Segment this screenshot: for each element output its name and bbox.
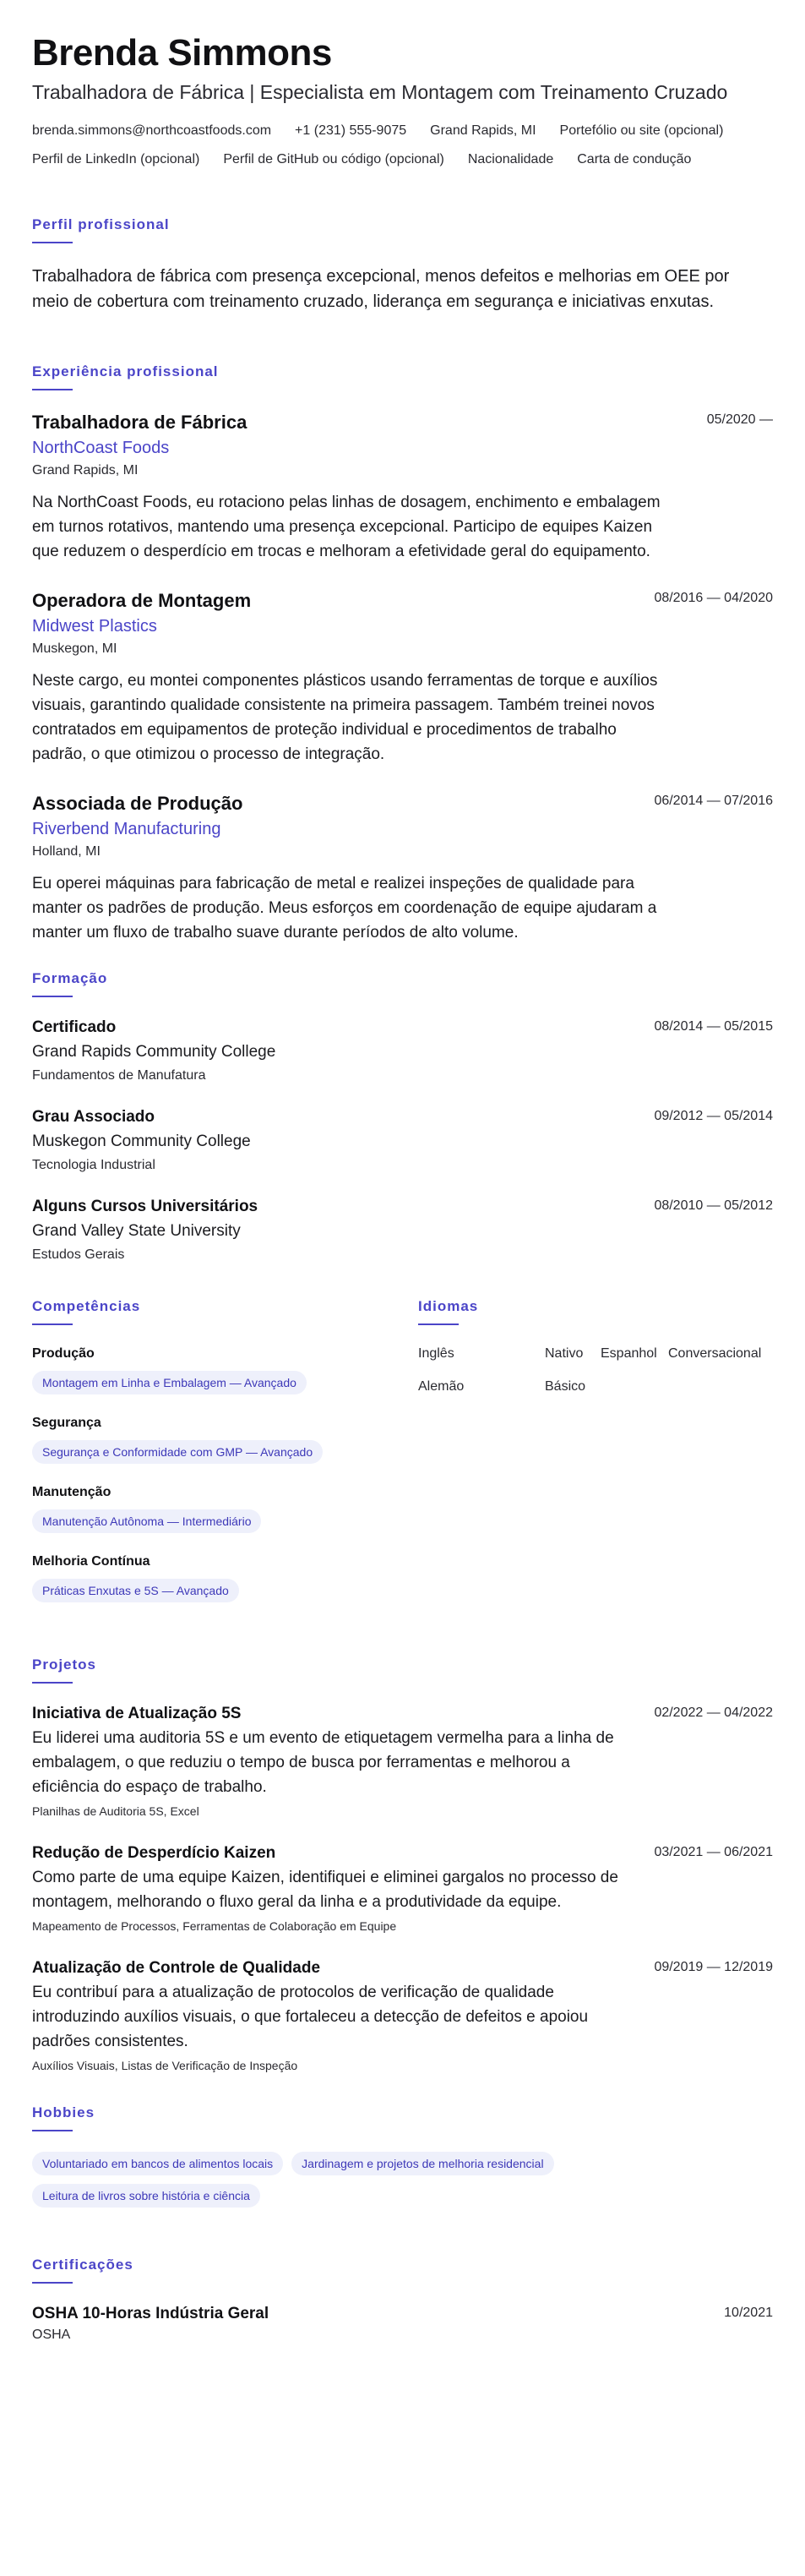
school-name: Grand Rapids Community College [32, 1043, 276, 1061]
degree-name: Certificado [32, 1018, 117, 1036]
project-tools: Mapeamento de Processos, Ferramentas de Colaboração em Equipe [32, 1919, 397, 1933]
skill-pill: Montagem em Linha e Embalagem — Avançado [32, 1371, 307, 1394]
certifications-section [32, 2257, 773, 2344]
project-entry [32, 1704, 773, 1820]
skills-list [32, 1345, 418, 1602]
project-entry [32, 1843, 773, 1935]
language-row [418, 1378, 773, 1395]
skill-category: Manutenção [32, 1485, 112, 1499]
project-title: Atualização de Controle de Qualidade [32, 1959, 321, 1977]
certifications-list [32, 2304, 773, 2344]
candidate-name: Brenda Simmons [32, 32, 332, 74]
section-divider [32, 389, 73, 390]
contact-linkedin[interactable]: Perfil de LinkedIn (opcional) [32, 152, 200, 166]
study-field: Fundamentos de Manufatura [32, 1068, 206, 1083]
education-dates: 09/2012 — 05/2014 [654, 1109, 773, 1123]
languages-list [418, 1345, 773, 1395]
experience-section [32, 363, 773, 945]
degree-name: Grau Associado [32, 1108, 155, 1126]
experience-entry [32, 411, 773, 564]
project-description: Eu liderei uma auditoria 5S e um evento de etiquetagem vermelha para a linha de embalagem, o que reduziu o tempo de busca por ferramentas e melhorou a eficiência do espaço de trabalho. [32, 1729, 614, 1796]
skill-category: Segurança [32, 1416, 101, 1430]
job-location: Muskegon, MI [32, 641, 117, 656]
section-divider [418, 1323, 459, 1325]
skills-section [32, 1298, 418, 1623]
section-divider [32, 1323, 73, 1325]
job-description: Neste cargo, eu montei componentes plásticos usando ferramentas de torque e auxílios visuais, garantindo qualidade consistente na primeira passagem. Também treinei novos contratados em equipamentos de proteção individual e procedimentos de trabalho padrão, o que otimizou o processo de integração. [32, 672, 658, 763]
job-title: Operadora de Montagem [32, 590, 252, 611]
job-dates: 05/2020 — [706, 412, 773, 427]
languages-section [418, 1298, 773, 1623]
section-title: Competências [32, 1298, 141, 1314]
section-title: Formação [32, 970, 108, 986]
skill-pill: Práticas Enxutas e 5S — Avançado [32, 1579, 239, 1602]
section-divider [32, 996, 73, 997]
skill-pill: Segurança e Conformidade com GMP — Avançado [32, 1440, 323, 1464]
skill-group [32, 1415, 418, 1464]
project-description: Eu contribuí para a atualização de protocolos de verificação de qualidade introduzindo auxílios visuais, o que fortaleceu a detecção de defeitos e apoiou padrões consistentes. [32, 1984, 589, 2050]
degree-name: Alguns Cursos Universitários [32, 1198, 258, 1215]
project-tools: Auxílios Visuais, Listas de Verificação de Inspeção [32, 2059, 298, 2072]
language-row [418, 1345, 773, 1362]
resume-header [32, 32, 773, 167]
section-divider [32, 242, 73, 243]
language-level: Básico [545, 1379, 586, 1394]
experience-entry [32, 589, 773, 767]
certification-date: 10/2021 [724, 2306, 773, 2320]
project-title: Iniciativa de Atualização 5S [32, 1705, 242, 1722]
job-title: Trabalhadora de Fábrica [32, 412, 247, 433]
contact-list [32, 123, 773, 167]
education-entry [32, 1018, 773, 1085]
language-name: Inglês [418, 1346, 454, 1361]
study-field: Estudos Gerais [32, 1247, 125, 1262]
job-location: Holland, MI [32, 844, 101, 859]
job-dates: 08/2016 — 04/2020 [654, 591, 773, 605]
job-dates: 06/2014 — 07/2016 [654, 794, 773, 808]
education-section [32, 970, 773, 1264]
hobby-pill: Voluntariado em bancos de alimentos locais [32, 2152, 283, 2175]
project-title: Redução de Desperdício Kaizen [32, 1844, 276, 1862]
job-description: Na NorthCoast Foods, eu rotaciono pelas linhas de dosagem, enchimento e embalagem em turnos rotativos, mantendo uma presença excepcional. Participo de equipes Kaizen que reduzem o desperdício em trocas e melhoram a efetividade geral do equipamento. [32, 494, 661, 560]
skill-category: Melhoria Contínua [32, 1554, 150, 1569]
section-divider [32, 2130, 73, 2131]
project-entry [32, 1958, 773, 2074]
contact-driving-license: Carta de condução [577, 152, 692, 166]
skill-category: Produção [32, 1346, 95, 1361]
company-name: Riverbend Manufacturing [32, 820, 221, 838]
language-level: Conversacional [668, 1346, 762, 1361]
language-name: Alemão [418, 1379, 465, 1394]
education-entry [32, 1197, 773, 1264]
contact-phone[interactable]: +1 (231) 555-9075 [295, 123, 407, 138]
projects-list [32, 1704, 773, 2074]
certification-issuer: OSHA [32, 2328, 71, 2342]
summary-text: Trabalhadora de fábrica com presença excepcional, menos defeitos e melhorias em OEE por meio de cobertura com treinamento cruzado, liderança em segurança e iniciativas enxutas. [32, 267, 730, 311]
contact-location: Grand Rapids, MI [430, 123, 536, 138]
summary-section [32, 216, 773, 314]
job-location: Grand Rapids, MI [32, 463, 139, 478]
hobbies-list [32, 2152, 640, 2216]
study-field: Tecnologia Industrial [32, 1158, 155, 1172]
education-dates: 08/2010 — 05/2012 [654, 1198, 773, 1213]
education-dates: 08/2014 — 05/2015 [654, 1019, 773, 1034]
hobbies-section [32, 2104, 773, 2216]
project-description: Como parte de uma equipe Kaizen, identifiquei e eliminei gargalos no processo de montagem, melhorando o fluxo geral da linha e a produtividade da equipe. [32, 1869, 618, 1911]
candidate-headline: Trabalhadora de Fábrica | Especialista em Montagem com Treinamento Cruzado [32, 81, 728, 103]
school-name: Muskegon Community College [32, 1132, 251, 1150]
school-name: Grand Valley State University [32, 1222, 241, 1240]
certification-name: OSHA 10-Horas Indústria Geral [32, 2305, 269, 2322]
job-description: Eu operei máquinas para fabricação de metal e realizei inspeções de qualidade para manter os padrões de produção. Meus esforços em coordenação de equipe ajudaram a manter um fluxo de trabalho suave durante períodos de alto volume. [32, 875, 657, 941]
language-name: Espanhol [601, 1346, 657, 1361]
language-level: Nativo [545, 1346, 584, 1361]
project-dates: 02/2022 — 04/2022 [654, 1706, 773, 1720]
section-title: Experiência profissional [32, 363, 219, 379]
project-tools: Planilhas de Auditoria 5S, Excel [32, 1804, 199, 1818]
experience-entry [32, 792, 773, 945]
section-title: Hobbies [32, 2104, 95, 2120]
certification-entry [32, 2304, 773, 2344]
skill-pill: Manutenção Autônoma — Intermediário [32, 1509, 261, 1533]
skills-languages-row [32, 1298, 773, 1623]
skill-group [32, 1553, 418, 1602]
section-title: Certificações [32, 2257, 133, 2273]
project-dates: 03/2021 — 06/2021 [654, 1845, 773, 1859]
experience-list [32, 411, 773, 945]
section-divider [32, 1682, 73, 1684]
hobby-pill: Jardinagem e projetos de melhoria residencial [291, 2152, 553, 2175]
section-title: Perfil profissional [32, 216, 170, 232]
company-name: NorthCoast Foods [32, 439, 170, 457]
education-entry [32, 1107, 773, 1175]
contact-email[interactable]: brenda.simmons@northcoastfoods.com [32, 123, 272, 138]
skill-group [32, 1484, 418, 1533]
job-title: Associada de Produção [32, 793, 243, 814]
contact-nationality: Nacionalidade [467, 152, 554, 166]
projects-section [32, 1656, 773, 2074]
section-title: Projetos [32, 1656, 97, 1673]
contact-github[interactable]: Perfil de GitHub ou código (opcional) [223, 152, 444, 166]
skill-group [32, 1345, 418, 1394]
project-dates: 09/2019 — 12/2019 [654, 1960, 773, 1974]
hobby-pill: Leitura de livros sobre história e ciência [32, 2184, 260, 2208]
company-name: Midwest Plastics [32, 617, 157, 636]
education-list [32, 1018, 773, 1264]
contact-portfolio[interactable]: Portefólio ou site (opcional) [559, 123, 724, 138]
section-title: Idiomas [418, 1298, 479, 1314]
section-divider [32, 2282, 73, 2284]
